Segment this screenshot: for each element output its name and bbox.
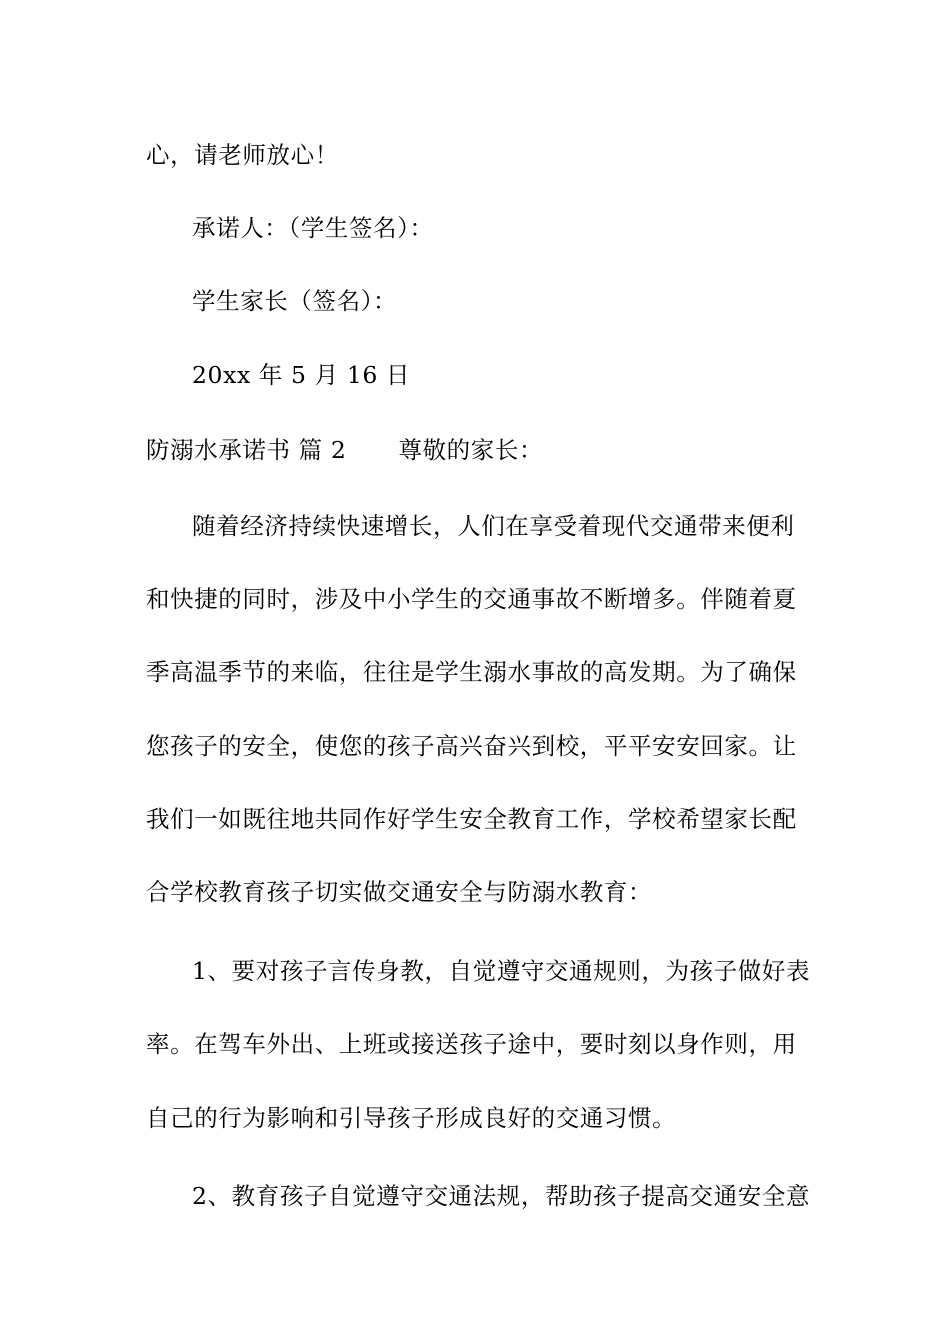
paragraph-line-5: 我们一如既往地共同作好学生安全教育工作，学校希望家长配 <box>146 805 797 833</box>
salutation: 尊敬的家长： <box>398 436 544 464</box>
section-title: 防溺水承诺书 篇 2 <box>146 436 347 464</box>
item-1-line-2: 率。在驾车外出、上班或接送孩子途中，要时刻以身作则，用 <box>146 1030 797 1058</box>
promiser-signature-line: 承诺人：（学生签名）： <box>192 214 434 242</box>
item-2-line-1: 2、教育孩子自觉遵守交通法规，帮助孩子提高交通安全意 <box>192 1182 811 1210</box>
section-heading-line <box>146 435 826 465</box>
item-1-line-1: 1、要对孩子言传身教，自觉遵守交通规则，为孩子做好表 <box>192 957 811 985</box>
item-1-line-3: 自己的行为影响和引导孩子形成良好的交通习惯。 <box>146 1104 677 1132</box>
paragraph-line-4: 您孩子的安全，使您的孩子高兴奋兴到校，平平安安回家。让 <box>146 732 797 760</box>
parent-signature-line: 学生家长（签名）： <box>192 287 398 315</box>
paragraph-line-6: 合学校教育孩子切实做交通安全与防溺水教育： <box>146 878 653 906</box>
paragraph-line-3: 季高温季节的来临，往往是学生溺水事故的高发期。为了确保 <box>146 658 797 686</box>
paragraph-line-2: 和快捷的同时，涉及中小学生的交通事故不断增多。伴随着夏 <box>146 585 797 613</box>
text-line-1: 心，请老师放心！ <box>146 141 339 169</box>
paragraph-line-1: 随着经济持续快速增长，人们在享受着现代交通带来便利 <box>192 512 795 540</box>
date-line: 20xx 年 5 月 16 日 <box>192 361 411 389</box>
